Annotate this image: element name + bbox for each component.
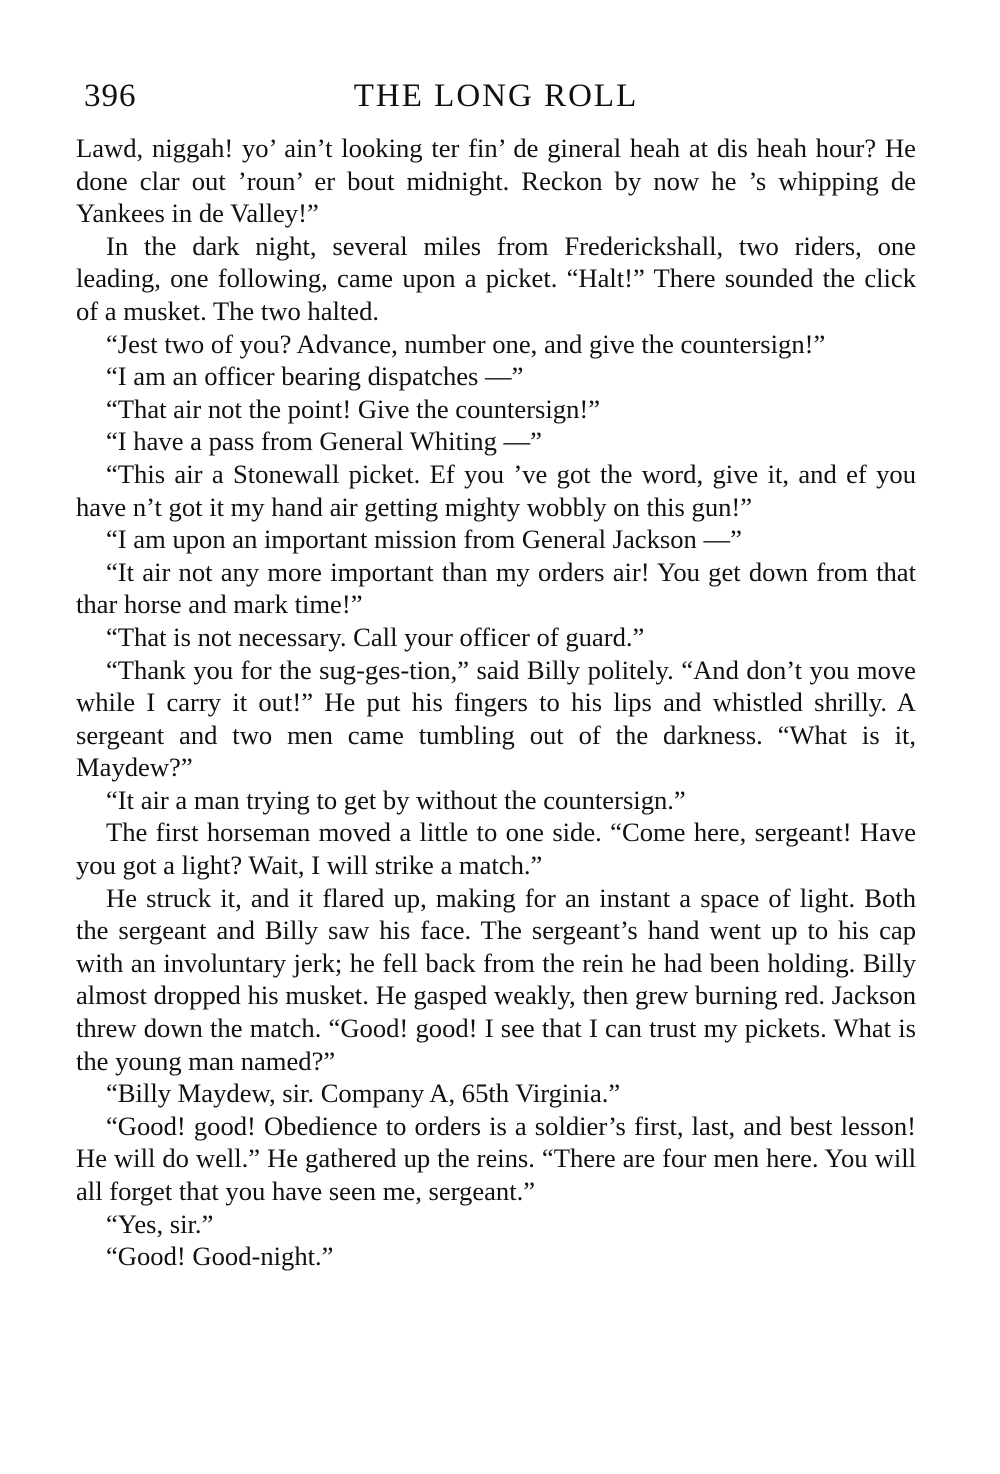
paragraph: “I am upon an important mission from General Jackson —” [106, 524, 742, 555]
paragraph: The first horseman moved a little to one side. “Come here, sergeant! Have you got a light? Wait, I will strike a match.” [76, 817, 916, 881]
paragraph: “Good! good! Obedience to orders is a soldier’s first, last, and best lesson! He will do well.” He gathered up the reins. “There are four men here. You will all forget that you have seen me, sergeant.” [76, 1110, 916, 1206]
running-title: THE LONG ROLL [353, 78, 639, 114]
paragraph: “This air a Stonewall picket. Ef you ’ve got the word, give it, and ef you have n’t got it my hand air getting mighty wobbly on this gun!” [76, 458, 916, 522]
page-header [76, 78, 916, 122]
paragraph: “Yes, sir.” [106, 1208, 214, 1239]
paragraph: Lawd, niggah! yo’ ain’t looking ter fin’ de gineral heah at dis heah hour? He done clar out ’roun’ er bout midnight. Reckon by now he ’s whipping de Yankees in de Valley!” [76, 133, 916, 229]
paragraph: “Thank you for the sug-ges-tion,” said Billy politely. “And don’t you move while I carry it out!” He put his fingers to his lips and whistled shrilly. A sergeant and two men came tumbling out of the darkness. “What is it, Maydew?” [76, 654, 916, 783]
paragraph: “Jest two of you? Advance, number one, and give the countersign!” [106, 328, 826, 359]
paragraph: “Good! Good-night.” [106, 1241, 334, 1272]
paragraph: “I am an officer bearing dispatches —” [106, 361, 524, 392]
paragraph: “I have a pass from General Whiting —” [106, 426, 542, 457]
book-page [76, 78, 916, 1273]
paragraph: “It air not any more important than my orders air! You get down from that thar horse and mark time!” [76, 556, 916, 620]
paragraph: He struck it, and it flared up, making for an instant a space of light. Both the sergeant and Billy saw his face. The sergeant’s hand went up to his cap with an involuntary jerk; he fell back from the rein he had been holding. Billy almost dropped his musket. He gasped weakly, then grew burning red. Jackson threw down the match. “Good! good! I see that I can trust my pickets. What is the young man named?” [76, 882, 916, 1076]
body-text [76, 132, 916, 1273]
paragraph: “It air a man trying to get by without the countersign.” [106, 784, 686, 815]
paragraph: “That air not the point! Give the countersign!” [106, 393, 601, 424]
paragraph: In the dark night, several miles from Frederickshall, two riders, one leading, one following, came upon a picket. “Halt!” There sounded the click of a musket. The two halted. [76, 230, 916, 326]
paragraph: “Billy Maydew, sir. Company A, 65th Virginia.” [106, 1078, 621, 1109]
page-number: 396 [84, 78, 137, 114]
paragraph: “That is not necessary. Call your officer of guard.” [106, 621, 645, 652]
